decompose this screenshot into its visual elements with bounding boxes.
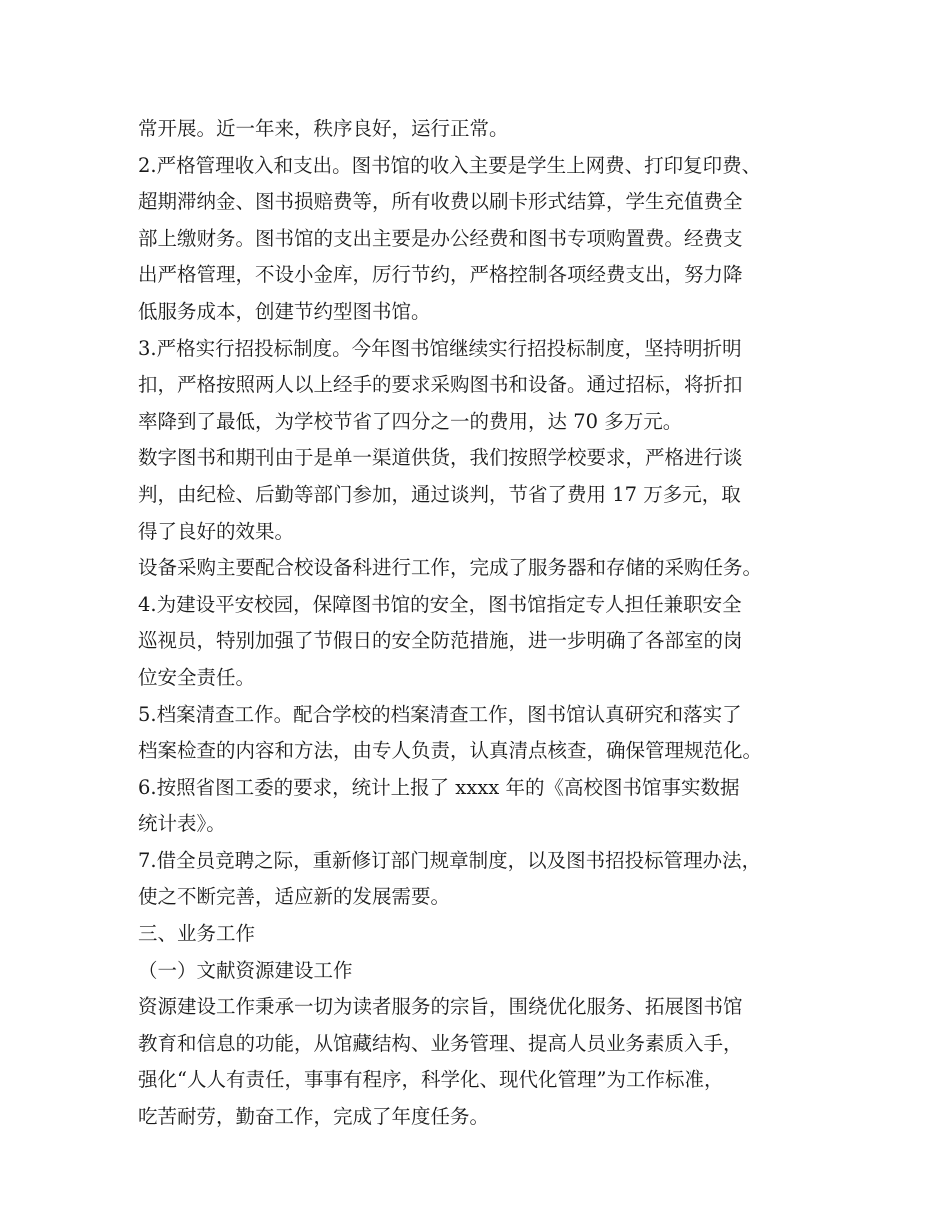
text-line: 教育和信息的功能，从馆藏结构、业务管理、提高人员业务素质入手，: [138, 1031, 743, 1055]
text-line: 统计表》。: [138, 812, 226, 836]
subsection-heading: （一）文献资源建设工作: [138, 958, 353, 982]
text-line: 设备采购主要配合校设备科进行工作，完成了服务器和存储的采购任务。: [138, 556, 763, 580]
text-line: 出严格管理，不设小金库，厉行节约，严格控制各项经费支出，努力降: [138, 263, 743, 287]
document-body: [138, 111, 828, 1136]
text-line: 吃苦耐劳，勤奋工作，完成了年度任务。: [138, 1105, 490, 1129]
text-line: 强化“人人有责任，事事有程序，科学化、现代化管理”为工作标准，: [138, 1068, 724, 1092]
text-line: 超期滞纳金、图书损赔费等，所有收费以刷卡形式结算，学生充值费全: [138, 190, 743, 214]
text-line: 档案检查的内容和方法，由专人负责，认真清点核查，确保管理规范化。: [138, 739, 763, 763]
text-line: 得了良好的效果。: [138, 519, 295, 543]
text-line: 低服务成本，创建节约型图书馆。: [138, 299, 431, 323]
text-line: 使之不断完善，适应新的发展需要。: [138, 885, 451, 909]
section-heading: 三、业务工作: [138, 922, 256, 946]
text-line: 巡视员，特别加强了节假日的安全防范措施，进一步明确了各部室的岗: [138, 629, 743, 653]
text-line: 数字图书和期刊由于是单一渠道供货，我们按照学校要求，严格进行谈: [138, 446, 743, 470]
text-line: 3.严格实行招投标制度。今年图书馆继续实行招投标制度，坚持明折明: [138, 336, 742, 360]
text-line: 6.按照省图工委的要求，统计上报了 xxxx 年的《高校图书馆事实数据: [138, 775, 740, 799]
text-line: 资源建设工作秉承一切为读者服务的宗旨，围绕优化服务、拓展图书馆: [138, 995, 743, 1019]
text-line: 判，由纪检、后勤等部门参加，通过谈判，节省了费用 17 万多元，取: [138, 482, 741, 506]
text-line: 率降到了最低，为学校节省了四分之一的费用，达 70 多万元。: [138, 409, 683, 433]
text-line: 常开展。近一年来，秩序良好，运行正常。: [138, 117, 509, 140]
text-line: 4.为建设平安校园，保障图书馆的安全，图书馆指定专人担任兼职安全: [138, 592, 742, 616]
text-line: 5.档案清查工作。配合学校的档案清查工作，图书馆认真研究和落实了: [138, 702, 742, 726]
text-line: 7.借全员竞聘之际，重新修订部门规章制度，以及图书招投标管理办法，: [138, 848, 762, 872]
text-line: 部上缴财务。图书馆的支出主要是办公经费和图书专项购置费。经费支: [138, 226, 743, 250]
text-line: 位安全责任。: [138, 665, 256, 689]
text-line: 扣，严格按照两人以上经手的要求采购图书和设备。通过招标，将折扣: [138, 373, 743, 397]
text-line: 2.严格管理收入和支出。图书馆的收入主要是学生上网费、打印复印费、: [138, 153, 762, 177]
